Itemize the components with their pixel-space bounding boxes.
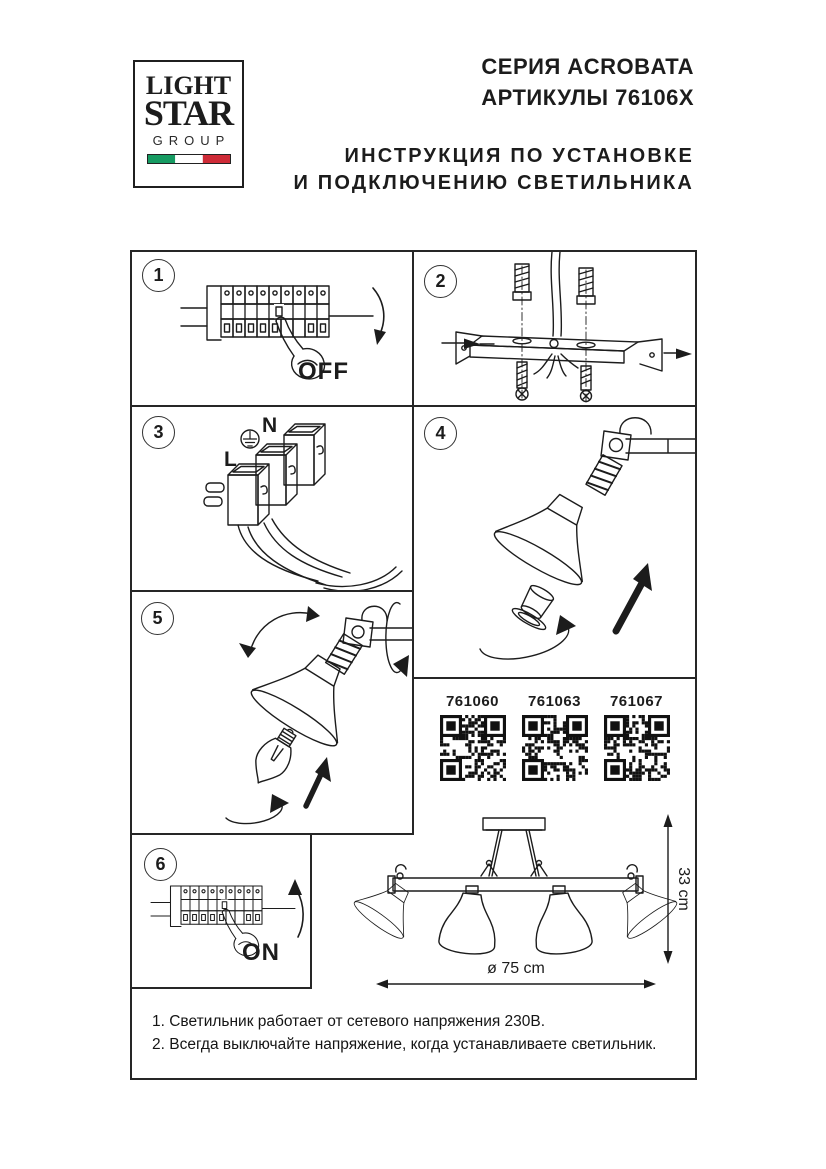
instruction-diagram	[130, 250, 697, 1080]
article-code: 761067	[609, 693, 664, 710]
shade-assembly-illustration	[414, 407, 695, 677]
qr-item	[522, 693, 588, 781]
qr-code-icon	[440, 715, 506, 781]
instruction-title-line1: ИНСТРУКЦИЯ ПО УСТАНОВКЕ	[344, 145, 694, 167]
line-label: L	[224, 448, 237, 471]
breaker-on-illustration	[146, 871, 312, 983]
product-dimension-drawing	[348, 806, 703, 1002]
step-number-badge: 2	[424, 265, 457, 298]
step-number-badge: 1	[142, 259, 175, 292]
article-code: 761063	[527, 693, 582, 710]
height-dimension: 33 cm	[675, 867, 692, 911]
earth-icon	[241, 430, 259, 448]
document-titles	[293, 54, 694, 197]
qr-code-icon	[522, 715, 588, 781]
on-label: ON	[242, 939, 280, 966]
step-2-panel	[414, 252, 695, 405]
qr-code-icon	[604, 715, 670, 781]
step-number-badge: 4	[424, 417, 457, 450]
italy-flag-icon	[147, 154, 231, 164]
breaker-off-illustration	[177, 274, 392, 404]
diameter-dimension: ø 75 cm	[487, 960, 545, 977]
step-1-panel	[132, 252, 412, 405]
step-6-panel	[132, 835, 312, 989]
logo-word-light: LIGHT	[145, 71, 232, 100]
lightstar-logo	[133, 60, 244, 188]
step-3-panel	[132, 407, 412, 590]
qr-item	[440, 693, 506, 781]
mounting-bracket-illustration	[414, 252, 695, 403]
off-label: OFF	[298, 358, 349, 385]
qr-item	[604, 693, 670, 781]
logo-word-star: STAR	[143, 93, 234, 133]
logo-word-group: GROUP	[152, 133, 231, 148]
series-title: СЕРИЯ ACROBATA	[481, 54, 694, 79]
step-number-badge: 5	[141, 602, 174, 635]
step-number-badge: 6	[144, 848, 177, 881]
bulb-install-illustration	[132, 592, 412, 833]
note-line: 1. Светильник работает от сетевого напряжения 230В.	[152, 1013, 546, 1030]
neutral-label: N	[262, 414, 278, 437]
step-5-panel	[132, 592, 412, 833]
safety-notes	[152, 1010, 656, 1056]
step-4-panel	[414, 407, 695, 677]
step-number-badge: 3	[142, 416, 175, 449]
instruction-title-line2: И ПОДКЛЮЧЕНИЮ СВЕТИЛЬНИКА	[293, 172, 694, 194]
note-line: 2. Всегда выключайте напряжение, когда устанавливаете светильник.	[152, 1036, 657, 1053]
qr-code-section	[414, 679, 695, 781]
article-code: 761060	[445, 693, 500, 710]
articles-title: АРТИКУЛЫ 76106X	[481, 85, 694, 110]
